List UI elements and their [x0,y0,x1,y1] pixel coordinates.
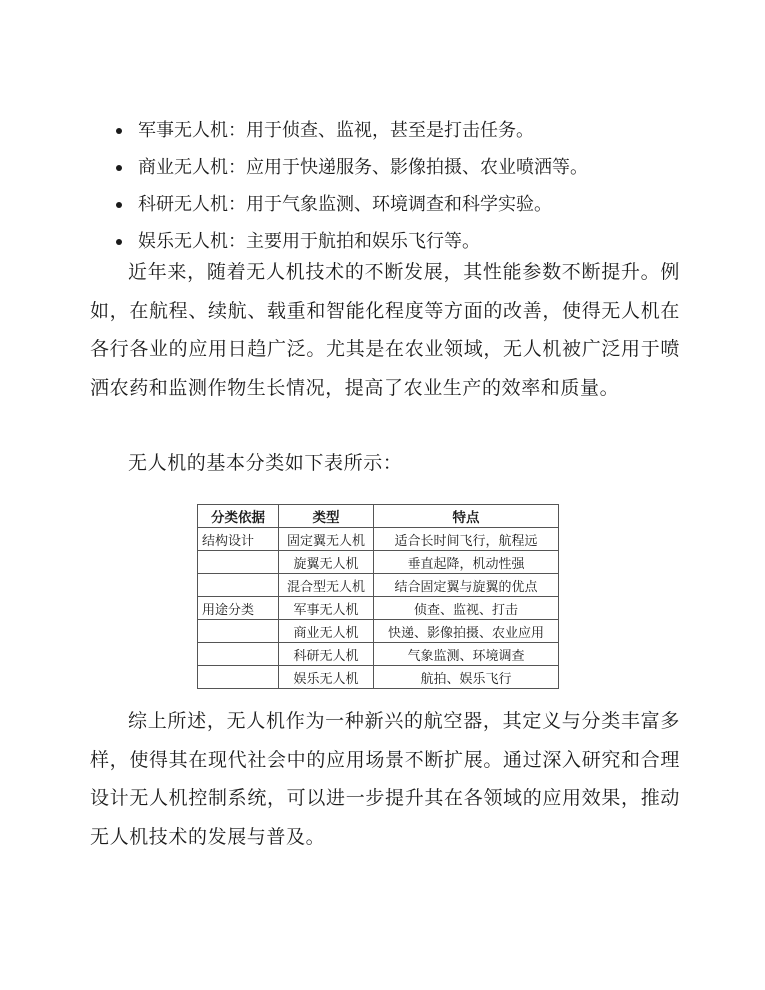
bullet-item [110,112,588,149]
table-cell-type: 旋翼无人机 [279,551,374,574]
table-cell-feature: 侦查、监视、打击 [374,597,559,620]
table-cell-basis [198,643,279,666]
table-cell-feature: 结合固定翼与旋翼的优点 [374,574,559,597]
table-cell-basis [198,666,279,689]
table-row [198,620,559,643]
header-cell-feature: 特点 [374,505,559,528]
bullet-dot-icon [116,202,122,208]
table-intro-paragraph: 无人机的基本分类如下表所示： [128,452,403,474]
bullet-text: 军事无人机：用于侦查、监视，甚至是打击任务。 [138,120,534,141]
table-cell-type: 娱乐无人机 [279,666,374,689]
table-row [198,551,559,574]
development-paragraph: 近年来，随着无人机技术的不断发展，其性能参数不断提升。例如，在航程、续航、载重和智能化程度等方面的改善，使得无人机在各行各业的应用日趋广泛。尤其是在农业领域，无人机被广泛用于喷洒农药和监测作物生长情况，提高了农业生产的效率和质量。 [90,261,680,399]
bullet-text: 科研无人机：用于气象监测、环境调查和科学实验。 [138,194,552,215]
table-cell-feature: 快递、影像拍摄、农业应用 [374,620,559,643]
classification-table [197,504,559,689]
table-cell-feature: 垂直起降，机动性强 [374,551,559,574]
table-row [198,666,559,689]
table-row [198,643,559,666]
bullet-text: 娱乐无人机：主要用于航拍和娱乐飞行等。 [138,231,480,252]
table-cell-type: 固定翼无人机 [279,528,374,551]
table-cell-basis [198,620,279,643]
table-row [198,597,559,620]
table-cell-basis: 结构设计 [198,528,279,551]
table-cell-basis: 用途分类 [198,597,279,620]
bullet-text: 商业无人机：应用于快递服务、影像拍摄、农业喷洒等。 [138,157,588,178]
drone-type-bullet-list [110,112,588,260]
table-row [198,528,559,551]
table-cell-feature: 航拍、娱乐飞行 [374,666,559,689]
table-cell-type: 军事无人机 [279,597,374,620]
bullet-item [110,186,588,223]
summary-paragraph: 综上所述，无人机作为一种新兴的航空器，其定义与分类丰富多样，使得其在现代社会中的应用场景不断扩展。通过深入研究和合理设计无人机控制系统，可以进一步提升其在各领域的应用效果，推动无人机技术的发展与普及。 [90,710,680,848]
bullet-dot-icon [116,165,122,171]
table-cell-feature: 气象监测、环境调查 [374,643,559,666]
table-cell-type: 商业无人机 [279,620,374,643]
header-cell-basis: 分类依据 [198,505,279,528]
bullet-dot-icon [116,128,122,134]
bullet-dot-icon [116,239,122,245]
table-cell-basis [198,551,279,574]
table-cell-basis [198,574,279,597]
table-cell-type: 混合型无人机 [279,574,374,597]
table-cell-type: 科研无人机 [279,643,374,666]
table-header-row [198,505,559,528]
header-cell-type: 类型 [279,505,374,528]
table-row [198,574,559,597]
table-cell-feature: 适合长时间飞行，航程远 [374,528,559,551]
bullet-item [110,149,588,186]
